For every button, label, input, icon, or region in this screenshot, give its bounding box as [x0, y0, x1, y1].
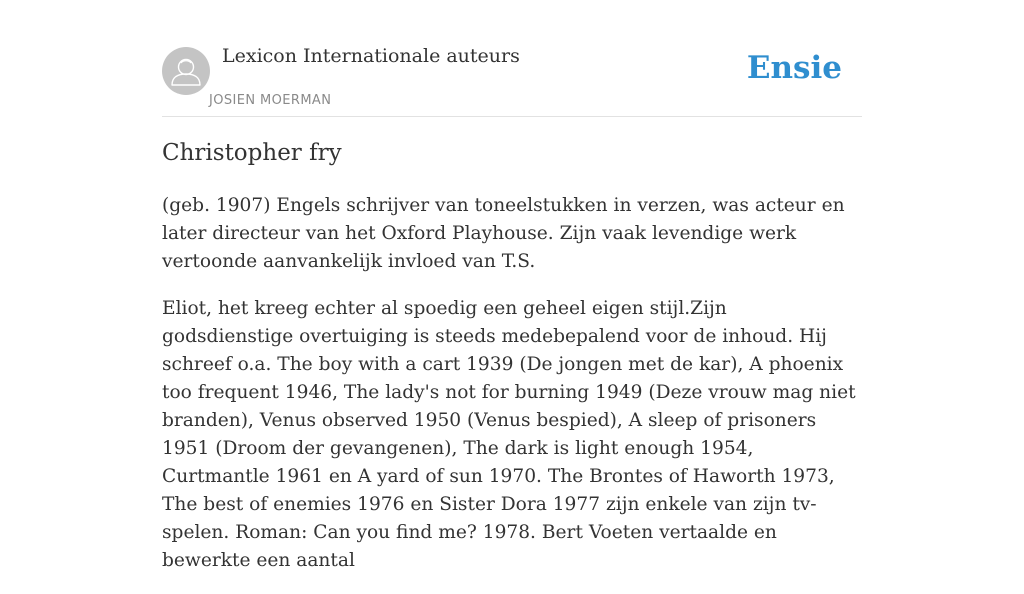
- user-avatar-icon: [162, 47, 210, 95]
- author-avatar[interactable]: [162, 47, 210, 95]
- entry-title: Christopher fry: [162, 140, 342, 166]
- author-name[interactable]: JOSIEN MOERMAN: [209, 93, 332, 108]
- ensie-logo[interactable]: Ensie: [746, 50, 842, 86]
- entry-body: [162, 192, 862, 594]
- page: [162, 0, 862, 571]
- header: [162, 0, 862, 117]
- book-title[interactable]: Lexicon Internationale auteurs: [222, 45, 520, 67]
- paragraph: (geb. 1907) Engels schrijver van toneelstukken in verzen, was acteur en later directeur van het Oxford Playhouse. Zijn vaak levendige werk vertoonde aanvankelijk invloed van T.S.: [162, 195, 845, 272]
- paragraph: Eliot, het kreeg echter al spoedig een geheel eigen stijl.Zijn godsdienstige overtuiging is steeds medebepalend voor de inhoud. Hij schreef o.a. The boy with a cart 1939 (De jongen met de kar), A phoenix too frequent 1946, The lady's not for burning 1949 (Deze vrouw mag niet branden), Venus observed 1950 (Venus bespied), A sleep of prisoners 1951 (Droom der gevangenen), The dark is light enough 1954, Curtmantle 1961 en A yard of sun 1970. The Brontes of Haworth 1973, The best of enemies 1976 en Sister Dora 1977 zijn enkele van zijn tv-spelen. Roman: Can you find me? 1978. Bert Voeten vertaalde en bewerkte een aantal: [162, 298, 856, 571]
